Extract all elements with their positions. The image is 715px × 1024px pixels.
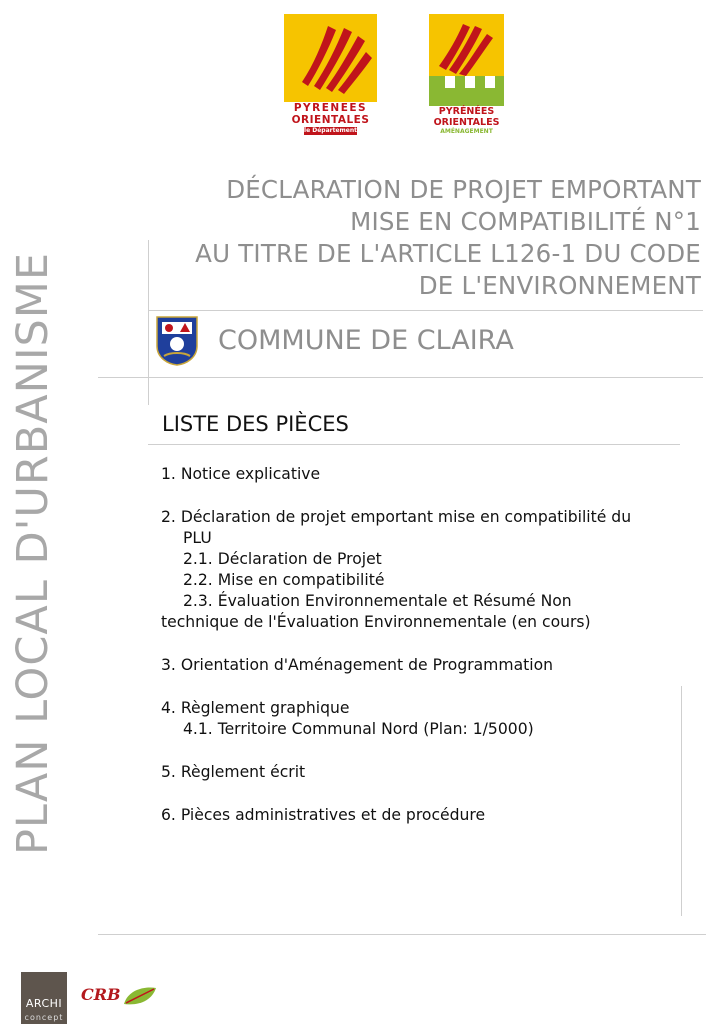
departement-logo-line2: ORIENTALES — [291, 114, 370, 126]
list-item: 1. Notice explicative — [161, 465, 321, 483]
list-subitem-continuation: technique de l'Évaluation Environnementale (en cours) — [161, 613, 591, 631]
list-heading: LISTE DES PIÈCES — [162, 412, 349, 436]
archi-logo-top: ARCHI — [25, 997, 63, 1010]
coat-of-arms-icon — [156, 316, 198, 366]
list-subitem: 2.1. Déclaration de Projet — [183, 550, 382, 568]
list-item: 2. Déclaration de projet emportant mise en compatibilité du — [161, 508, 632, 526]
divider-title — [148, 310, 703, 311]
archi-logo-bottom: concept — [24, 1013, 64, 1022]
title-line-2: MISE EN COMPATIBILITÉ N°1 — [350, 207, 701, 236]
amenagement-logo-line1: PYRÉNÉES — [438, 106, 495, 117]
title-line-3: AU TITRE DE L'ARTICLE L126-1 DU CODE — [195, 239, 701, 268]
list-item: 3. Orientation d'Aménagement de Programmation — [161, 656, 553, 674]
amenagement-logo-line3: AMÉNAGEMENT — [440, 128, 493, 135]
list-item: 6. Pièces administratives et de procédure — [161, 806, 486, 824]
departement-logo-line1: PYRENEES — [293, 102, 368, 114]
departement-logo — [284, 14, 377, 136]
amenagement-logo — [429, 14, 522, 136]
vertical-divider-top — [148, 240, 149, 405]
title-line-4: DE L'ENVIRONNEMENT — [418, 271, 701, 300]
document-title — [161, 174, 701, 302]
list-item-continuation: PLU — [183, 529, 212, 547]
leaf-logo-icon — [122, 984, 158, 1008]
divider-bottom — [98, 934, 706, 935]
title-line-1: DÉCLARATION DE PROJET EMPORTANT — [226, 175, 701, 204]
divider-commune — [98, 377, 703, 378]
archi-concept-logo — [21, 972, 67, 1024]
side-title: PLAN LOCAL D'URBANISME — [8, 251, 58, 855]
amenagement-logo-line2: ORIENTALES — [433, 117, 500, 128]
documents-list — [161, 464, 691, 826]
list-item: 4. Règlement graphique — [161, 699, 350, 717]
list-subitem: 2.2. Mise en compatibilité — [183, 571, 385, 589]
list-subitem: 2.3. Évaluation Environnementale et Résumé Non — [183, 592, 572, 610]
crb-logo: CRB — [81, 985, 121, 1004]
departement-logo-line3: le Département — [304, 127, 357, 134]
divider-heading — [148, 444, 680, 445]
commune-name: COMMUNE DE CLAIRA — [218, 325, 514, 356]
list-item: 5. Règlement écrit — [161, 763, 306, 781]
list-subitem: 4.1. Territoire Communal Nord (Plan: 1/5000) — [183, 720, 534, 738]
